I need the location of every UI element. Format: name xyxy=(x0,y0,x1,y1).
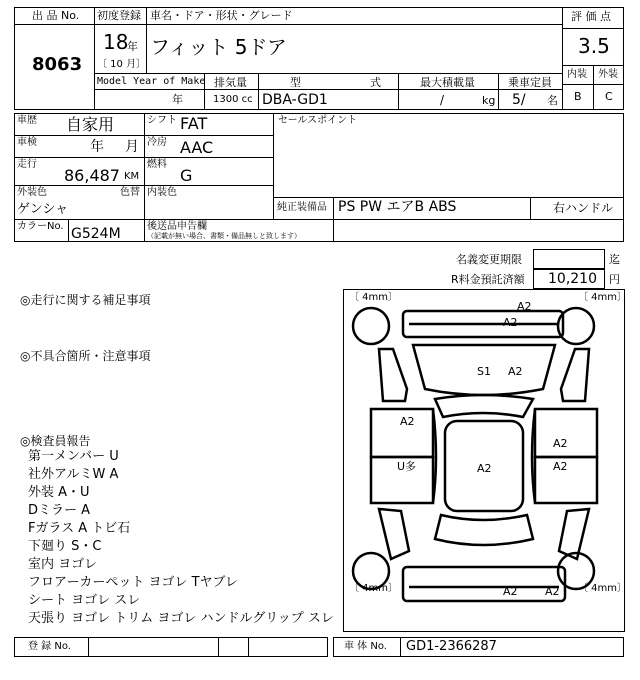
interior-label: 内装 xyxy=(567,69,587,80)
shift-value: FAT xyxy=(180,114,208,133)
inspector-line: 室内 ヨゴレ xyxy=(28,557,98,572)
mark-rear-bumper-right: A2 xyxy=(545,585,560,598)
mark-hood-s1: S1 xyxy=(477,365,491,378)
inspection-label: 車検 xyxy=(17,137,37,148)
inspector-line: 天張り ヨゴレ トリム ヨゴレ ハンドルグリップ スレ xyxy=(28,611,334,626)
ac-label: 冷房 xyxy=(147,137,167,148)
rear-window xyxy=(435,515,533,545)
fuel-label: 燃料 xyxy=(147,159,167,170)
model-year-label: Model Year of Make xyxy=(97,76,206,87)
displacement-label: 排気量 xyxy=(214,76,247,89)
lot-label: 出 品 No. xyxy=(32,9,80,22)
score-value: 3.5 xyxy=(578,34,610,58)
capacity-label: 乗車定員 xyxy=(508,76,552,89)
ext-color-value: ゲンシャ xyxy=(17,202,69,217)
name-change-label: 名義変更期限 xyxy=(456,253,522,266)
history-value: 自家用 xyxy=(66,115,115,134)
car-name: フィット 5ドア xyxy=(150,35,287,59)
defects-title: ◎不具合箇所・注意事項 xyxy=(20,349,151,363)
equip-value: PS PW エアB ABS xyxy=(338,199,457,215)
int-color-label: 内装色 xyxy=(147,187,177,198)
model-year-unit: 年 xyxy=(172,93,183,106)
type-label: 型 xyxy=(290,76,301,89)
ext-color-label: 外装色 xyxy=(17,187,47,198)
type-label-2: 式 xyxy=(370,76,381,89)
mark-hood-a2: A2 xyxy=(508,365,523,378)
driving-notes-title: ◎走行に関する補足事項 xyxy=(20,293,151,307)
first-reg-month: 〔 10 月〕 xyxy=(97,59,147,70)
inspector-line: フロアーカーペット ヨゴレ Tヤブレ xyxy=(28,575,239,590)
type-value: DBA-GD1 xyxy=(262,92,328,108)
first-reg-label: 初度登録 xyxy=(97,9,141,22)
mileage-value: 86,487 xyxy=(64,166,120,185)
inspector-line: Dミラー A xyxy=(28,503,91,518)
name-change-unit: 迄 xyxy=(609,253,620,266)
recycle-value: 10,210 xyxy=(548,271,597,287)
left-front-fender xyxy=(379,349,407,401)
mark-rear-bumper-left: A2 xyxy=(503,585,518,598)
rear-bumper xyxy=(403,567,565,601)
reg-label: 登 録 No. xyxy=(28,641,71,652)
first-reg-year-unit: 年 xyxy=(127,40,138,53)
chassis-value: GD1-2366287 xyxy=(406,639,497,654)
ac-value: AAC xyxy=(180,138,214,157)
tyre-depth-rr: 〔 4mm〕 xyxy=(578,583,628,594)
inspector-title: ◎検査員報告 xyxy=(20,434,91,448)
inspector-line: 下廻り S・C xyxy=(28,539,102,554)
history-label: 車歴 xyxy=(17,115,37,126)
postdoc-label: 後送品申告欄 xyxy=(147,221,207,232)
inspector-line: Fガラス A トビ石 xyxy=(28,521,131,536)
recycle-unit: 円 xyxy=(609,273,620,286)
capacity-value: 5/ xyxy=(512,92,526,108)
car-name-label: 車名・ドア・形状・グレード xyxy=(150,9,293,22)
tyre-depth-fl: 〔 4mm〕 xyxy=(349,292,399,303)
steering-value: 右ハンドル xyxy=(553,201,614,215)
inspector-line: 外装 A・U xyxy=(28,485,90,500)
mark-right-rear-door: A2 xyxy=(553,460,568,473)
tyre-depth-fr: 〔 4mm〕 xyxy=(578,292,628,303)
inspector-line: 第一メンバー U xyxy=(28,449,119,464)
recycle-label: R料金預託済額 xyxy=(451,273,525,286)
maxload-value: / xyxy=(440,93,445,107)
color-no-value: G524M xyxy=(71,226,121,242)
inspector-line: 社外アルミW A xyxy=(28,467,119,482)
maxload-unit: kg xyxy=(482,94,496,107)
inspection-month: 月 xyxy=(125,139,139,155)
right-front-fender xyxy=(561,349,589,401)
mileage-label: 走行 xyxy=(17,159,37,170)
left-rear-fender xyxy=(379,509,409,559)
chassis-label: 車 体 No. xyxy=(344,641,387,652)
right-rear-fender xyxy=(559,509,589,559)
mark-left-front-door: A2 xyxy=(400,415,415,428)
sales-point-label: セールスポイント xyxy=(278,115,358,126)
first-reg-year: 18 xyxy=(103,30,129,54)
mark-front-bumper-top: A2 xyxy=(517,300,532,313)
mark-right-front-door: A2 xyxy=(553,437,568,450)
exterior-grade: C xyxy=(605,90,613,103)
name-change-box xyxy=(533,249,605,269)
capacity-unit: 名 xyxy=(547,94,558,107)
fuel-value: G xyxy=(180,166,193,185)
displacement-value: 1300 cc xyxy=(213,94,253,105)
lot-number: 8063 xyxy=(32,54,83,75)
interior-grade: B xyxy=(574,90,582,103)
car-diagram xyxy=(343,289,628,632)
wheel-front-left xyxy=(353,308,389,344)
inspector-line: シート ヨゴレ スレ xyxy=(28,593,141,608)
exterior-label: 外装 xyxy=(598,69,618,80)
windshield xyxy=(435,395,533,417)
inspection-year: 年 xyxy=(90,139,104,155)
color-change-label: 色替 xyxy=(120,187,140,198)
color-no-label: カラーNo. xyxy=(17,221,64,232)
maxload-label: 最大積載量 xyxy=(420,76,475,89)
tyre-depth-rl: 〔 4mm〕 xyxy=(349,583,399,594)
equip-label: 純正装備品 xyxy=(277,202,327,213)
postdoc-note: （記載が無い場合、書類・備品無しと致します） xyxy=(147,232,301,240)
mark-front-bumper: A2 xyxy=(503,316,518,329)
mileage-unit: KM xyxy=(124,171,140,182)
mark-left-rear-door: U多 xyxy=(397,460,417,473)
score-label: 評 価 点 xyxy=(571,10,611,23)
shift-label: シフト xyxy=(147,115,177,126)
mark-roof: A2 xyxy=(477,462,492,475)
